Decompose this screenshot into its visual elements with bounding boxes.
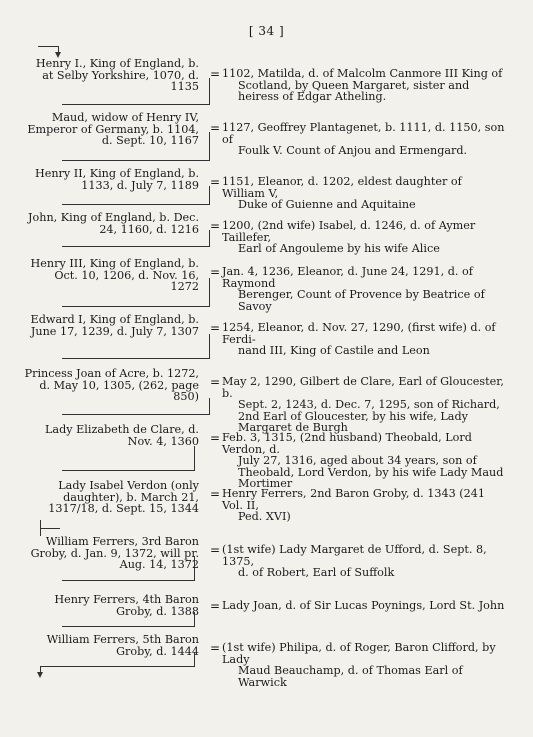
person-name: William Ferrers, 3rd Baron Groby, d. Jan. 9, 1372, will pr. Aug. 14, 1372: [30, 535, 199, 572]
descent-line: [62, 626, 195, 627]
spouse-first-line: Henry Ferrers, 2nd Baron Groby, d. 1343 (241 Vol. II,: [222, 487, 486, 512]
descent-line: [62, 204, 210, 205]
spouse-details: [222, 488, 507, 523]
spouse-details: [222, 122, 507, 157]
spouse-continuation: Duke of Guienne and Aquitaine: [238, 198, 416, 212]
spouse-continuation: nand III, King of Castile and Leon: [238, 344, 430, 358]
spouse-first-line: Jan. 4, 1236, Eleanor, d. June 24, 1291, d. of Raymond: [222, 265, 473, 290]
spouse-first-line: 1151, Eleanor, d. 1202, eldest daughter of William V,: [222, 175, 462, 200]
marriage-sign: =: [210, 321, 221, 335]
spouse-details: [222, 432, 507, 490]
spouse-details: [222, 544, 507, 579]
marriage-sign: =: [210, 487, 221, 501]
descent-line: [40, 666, 195, 667]
spouse-details: [222, 600, 507, 612]
descent-line: [209, 186, 210, 204]
marriage-sign: =: [210, 121, 221, 135]
spouse-details: [222, 376, 507, 434]
person-name: Edward I, King of England, b. June 17, 1239, d. July 7, 1307: [30, 313, 199, 338]
spouse-details: [222, 266, 507, 312]
spouse-continuation: Maud Beauchamp, d. of Thomas Earl of Warwick: [238, 664, 463, 689]
marriage-sign: =: [210, 67, 221, 81]
spouse-details: [222, 322, 507, 357]
person-name: Henry I., King of England, b. at Selby Yorkshire, 1070, d. 1135: [35, 57, 199, 94]
spouse-first-line: 1200, (2nd wife) Isabel, d. 1246, d. of Aymer Taillefer,: [222, 219, 476, 244]
person-name: Maud, widow of Henry IV, Emperor of Germany, b. 1104, d. Sept. 10, 1167: [27, 111, 199, 148]
spouse-continuation: d. of Robert, Earl of Suffolk: [238, 566, 395, 580]
person-name: Henry II, King of England, b. 1133, d. July 7, 1189: [34, 167, 199, 192]
spouse-first-line: Feb. 3, 1315, (2nd husband) Theobald, Lord Verdon, d.: [222, 431, 472, 456]
descent-line: [62, 306, 210, 307]
descent-line: [62, 104, 210, 105]
spouse-first-line: Lady Joan, d. of Sir Lucas Poynings, Lord St. John: [222, 599, 505, 612]
descent-line: [209, 132, 210, 160]
spouse-continuation: Foulk V. Count of Anjou and Ermengard.: [238, 144, 468, 158]
spouse-continuation: Ped. XVI): [238, 510, 291, 524]
marriage-sign: =: [210, 431, 221, 445]
person-name: Princess Joan of Acre, b. 1272, d. May 10, 1305, (262, page 850): [24, 367, 199, 404]
descent-line: [194, 612, 195, 626]
marriage-sign: =: [210, 175, 221, 189]
spouse-first-line: (1st wife) Lady Margaret de Ufford, d. Sept. 8, 1375,: [222, 543, 487, 568]
spouse-continuation: Scotland, by Queen Margaret, sister and heiress of Edgar Atheling.: [238, 78, 470, 104]
person-name: William Ferrers, 5th Baron Groby, d. 1444: [46, 633, 199, 658]
spouse-continuation: Earl of Angouleme by his wife Alice: [238, 242, 440, 256]
person-name: Henry III, King of England, b. Oct. 10, 1206, d. Nov. 16, 1272: [30, 257, 199, 294]
spouse-details: [222, 220, 507, 255]
descent-line: [209, 334, 210, 358]
person-name: Lady Isabel Verdon (only daughter), b. March 21, 1317/18, d. Sept. 15, 1344: [48, 479, 199, 516]
descent-line: [209, 398, 210, 414]
marriage-sign: =: [210, 641, 221, 655]
descent-line: [194, 652, 195, 666]
descent-line: [62, 470, 195, 471]
spouse-first-line: May 2, 1290, Gilbert de Clare, Earl of Gloucester, b.: [222, 375, 504, 400]
descent-line: [209, 78, 210, 104]
descent-line: [40, 528, 60, 529]
marriage-sign: =: [210, 375, 221, 389]
descent-line: [209, 278, 210, 306]
person-name: Lady Elizabeth de Clare, d. Nov. 4, 1360: [44, 423, 199, 448]
continuation-arrow-icon: [37, 672, 43, 678]
lead-in-line: [38, 46, 58, 47]
descent-line: [62, 580, 195, 581]
marriage-sign: =: [210, 265, 221, 279]
page-number: [ 34 ]: [248, 24, 285, 38]
descent-line: [209, 230, 210, 246]
descent-line: [194, 446, 195, 470]
spouse-first-line: 1127, Geoffrey Plantagenet, b. 1111, d. 1150, son of: [222, 121, 505, 146]
spouse-first-line: 1102, Matilda, d. of Malcolm Canmore III King of: [222, 67, 503, 80]
spouse-details: [222, 68, 507, 103]
spouse-continuation: July 27, 1316, aged about 34 years, son of Theobald, Lord Verdon, by his wife Lady Maud Mortimer: [238, 454, 504, 491]
descent-line: [62, 160, 210, 161]
descent-line: [62, 358, 210, 359]
spouse-continuation: Berenger, Count of Provence by Beatrice of Savoy: [238, 288, 485, 313]
descent-line: [62, 246, 210, 247]
person-name: Henry Ferrers, 4th Baron Groby, d. 1388: [54, 593, 199, 618]
person-name: John, King of England, b. Dec. 24, 1160, d. 1216: [28, 211, 199, 236]
spouse-continuation: Sept. 2, 1243, d. Dec. 7, 1295, son of Richard, 2nd Earl of Gloucester, by his wife, Lady Margaret de Burgh: [238, 398, 500, 435]
marriage-sign: =: [210, 599, 221, 613]
marriage-sign: =: [210, 543, 221, 557]
spouse-first-line: 1254, Eleanor, d. Nov. 27, 1290, (first wife) d. of Ferdi-: [222, 321, 496, 346]
spouse-details: [222, 176, 507, 211]
marriage-sign: =: [210, 219, 221, 233]
descent-line: [194, 556, 195, 580]
descent-line: [62, 414, 210, 415]
spouse-first-line: (1st wife) Philipa, d. of Roger, Baron Clifford, by Lady: [222, 641, 496, 666]
spouse-details: [222, 642, 507, 688]
